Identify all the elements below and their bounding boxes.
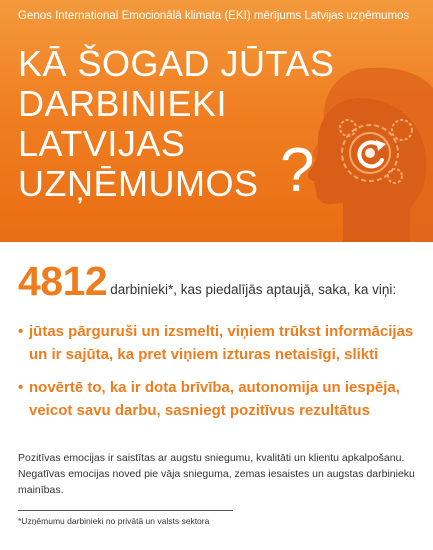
bullet-line: veicot savu darbu, sasniegt pozitīvus rezultātus (29, 402, 370, 419)
stat-row (18, 258, 396, 304)
paragraph-line: mainības. (18, 484, 64, 496)
headline-line: LATVIJAS (18, 123, 186, 164)
bullet-marker: • (18, 323, 24, 340)
bullet-marker: • (18, 379, 24, 396)
headline-line: UZŅĒMUMOS (18, 163, 259, 204)
survey-subtitle: Genos International Emocionālā klimata (EKI) mērījums Latvijas uzņēmumos (18, 10, 410, 22)
explanation-paragraph (18, 450, 418, 498)
question-mark: ? (280, 136, 315, 205)
bullet-line: un ir sajūta, ka pret viņiem izturas netaisīgi, slikti (29, 346, 379, 363)
paragraph-line: Negatīvas emocijas noved pie vāja snieguma, zemas iesaistes un augstas darbinieku (18, 468, 415, 480)
stat-text: darbinieki*, kas piedalījās aptaujā, saka, ka viņi: (110, 282, 397, 297)
bullet-item (18, 320, 423, 366)
head-silhouette-icon (308, 98, 427, 242)
footnote: *Uzņēmumu darbinieki no privātā un valsts sektora (18, 516, 210, 526)
bullet-line: jūtas pārguruši un izsmelti, viņiem trūkst informācijas (29, 323, 414, 340)
bullet-line: novērtē to, ka ir dota brīvība, autonomija un iespēja, (29, 379, 400, 396)
paragraph-line: Pozitīvas emocijas ir saistītas ar augstu sniegumu, kvalitāti un klientu apkalpošanu. (18, 452, 405, 464)
bullet-list (18, 320, 423, 432)
headline-line: DARBINIEKI (18, 83, 228, 124)
bullet-item (18, 376, 423, 422)
stat-number: 4812 (18, 258, 108, 304)
footnote-divider (18, 510, 233, 511)
headline-line: KĀ ŠOGAD JŪTAS (18, 43, 335, 84)
header-banner (0, 0, 433, 242)
heads-illustration (300, 58, 433, 242)
